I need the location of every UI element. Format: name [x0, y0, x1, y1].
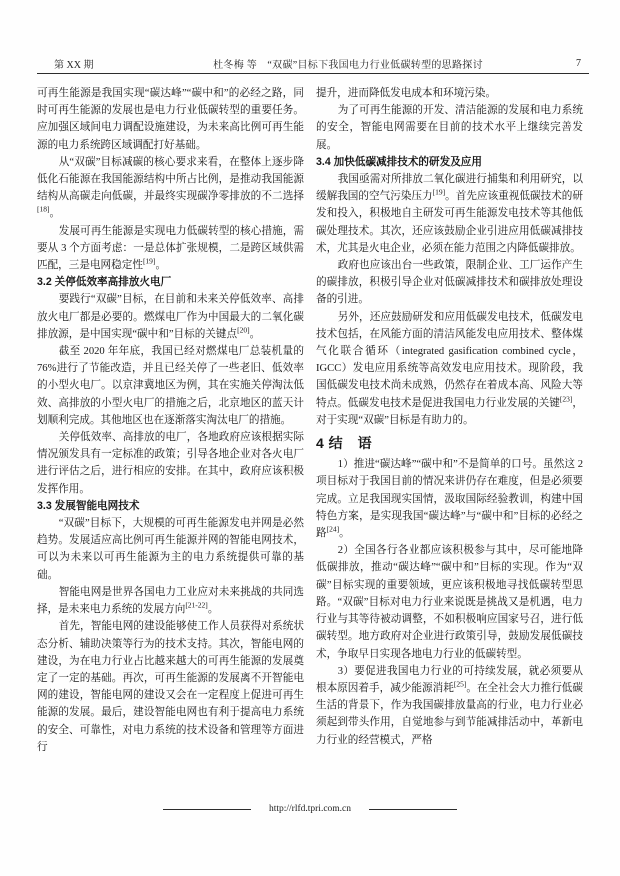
section-heading: 3.2 关停低效率高排放火电厂: [37, 276, 172, 289]
paragraph: 1）推进“碳达峰”“碳中和”不是简单的口号。虽然这 2 项目标对于我国目前的情况来讲仍存在难度，但是必须要完成。立足我国现实国情，汲取国际经验教训，构建中国特色方案，是实现我国“碳达峰”与“碳中和”目标的必经之路[24]。: [316, 459, 583, 540]
paragraph: 我国亟需对所排放二氧化碳进行捕集和利用研究，以缓解我国的空气污染压力[19]。首先应该重视低碳技术的研发和投入，积极地自主研发可再生能源发电技术等其他低碳处理技术。其次，还应该鼓励企业引进应用低碳减排技术，尤其是火电企业，必须在能力范围之内降低碳排放。: [316, 174, 584, 254]
paragraph: 为了可再生能源的开发、清洁能源的发展和电力系统的安全，智能电网需要在目前的技术水平上继续完善发展。: [316, 105, 583, 151]
paragraph: 关停低效率、高排放的电厂，各地政府应该根据实际情况颁发具有一定标准的政策；引导各地企业对各火电厂进行评估之后，进行相应的安排。在其中，政府应该积极发挥作用。: [37, 432, 304, 495]
citation-ref: [25]: [453, 679, 467, 689]
right-column: [316, 85, 583, 749]
citation-ref: [24]: [326, 524, 340, 534]
paragraph: 提升，进而降低发电成本和环境污染。: [316, 88, 497, 99]
footer-rule-right: [369, 809, 457, 810]
page-header: [37, 55, 589, 71]
paragraph: 政府也应该出台一些政策，限制企业、工厂运作产生的碳排放，积极引导企业对低碳减排技术和碳排放处理设备的引进。: [316, 260, 583, 306]
paragraph: “双碳”目标下，大规模的可再生能源发电并网是必然趋势。发展适应高比例可再生能源并网的智能电网技术，可以为未来以可再生能源为主的电力系统提供可靠的基础。: [37, 518, 304, 581]
running-title: 杜冬梅 等 “双碳”目标下我国电力行业低碳转型的思路探讨: [213, 59, 483, 71]
citation-ref: [23]: [559, 394, 573, 404]
paragraph: 3）要促进我国电力行业的可持续发展，就必须要从根本原因着手，减少能源消耗[25]。在全社会大力推行低碳生活的背景下，作为我国碳排放量高的行业，电力行业必须起到带头作用，自觉地参与到节能减排活动中，革新电力行业的经营模式，严格: [316, 665, 584, 746]
paragraph: 首先，智能电网的建设能够使工作人员获得对系统状态分析、辅助决策等行为的技术支持。其次，智能电网的建设，为在电力行业占比越来越大的可再生能源的发展奠定了一定的基础。再次，可再生能源的发展离不开智能电网的建设，智能电网的建设又会在一定程度上促进可再生能源的发展。最后，建设智能电网也有利于提高电力系统的安全、可靠性，对电力系统的技术设备和管理等方面进行: [37, 621, 304, 753]
left-column: [37, 85, 304, 756]
citation-ref: [18]: [37, 204, 50, 214]
citation-ref: [19]: [432, 187, 446, 197]
citation-ref: [19]: [142, 256, 156, 266]
citation-ref: [20]: [237, 325, 250, 335]
paragraph: 另外，还应鼓励研发和应用低碳发电技术，低碳发电技术包括，在风能方面的清洁风能发电应用技术、整体煤气化联合循环（integrated gasification combined cycle，IGCC）发电应用系统等高效发电应用技术。现阶段，我国低碳发电技术尚未成熟，仍然存在着成本高、风险大等特点。低碳发电技术是促进我国电力行业发展的关键[23]，对于实现“双碳”目标是有助力的。: [316, 311, 584, 426]
page-footer: [0, 800, 620, 818]
header-rule: [37, 73, 589, 74]
page-number: 7: [576, 57, 581, 69]
section-heading: 4 结 语: [316, 435, 373, 452]
paragraph: 截至 2020 年年底，我国已经对燃煤电厂总装机量的 76%进行了节能改造，并且已经关停了一些老旧、低效率的小型火电厂。以京津冀地区为例，其在实施关停淘汰低效、高排放的小型火电厂的措施之后，北京地区的蓝天计划顺利完成。其他地区也在逐渐落实淘汰电厂的措施。: [37, 346, 304, 426]
section-heading: 3.3 发展智能电网技术: [37, 499, 140, 512]
paragraph: 可再生能源是我国实现“碳达峰”“碳中和”的必经之路，同时可再生能源的发展也是电力行业低碳转型的重要任务。应加强区域间电力调配设施建设，为未来高比例可再生能源的电力系统跨区域调配打好基础。: [37, 88, 304, 151]
paragraph: 2）全国各行各业都应该积极参与其中，尽可能地降低碳排放，推动“碳达峰”“碳中和”目标的实现。作为“双碳”目标实现的重要领域，更应该积极地寻找低碳转型思路。“双碳”目标对电力行业来说既是挑战又是机遇，电力行业与其等待被动调整，不如积极响应国家号召，进行低碳转型。地方政府对企业进行政策引导，鼓励发展低碳技术，争取早日实现各地电力行业的低碳转型。: [316, 545, 583, 660]
issue-label: 第 XX 期: [54, 59, 94, 71]
paragraph: 要践行“双碳”目标，在目前和未来关停低效率、高排放火电厂都是必要的。燃煤电厂作为中国最大的二氧化碳排放源，是中国实现“碳中和”目标的关键点[20]。: [37, 294, 304, 340]
citation-ref: [21-22]: [185, 600, 208, 610]
section-heading: 3.4 加快低碳减排技术的研发及应用: [316, 155, 482, 168]
paragraph: 发展可再生能源是实现电力低碳转型的核心措施，需要从 3 个方面考虑：一是总体扩张规模，二是跨区域供需匹配，三是电网稳定性[19]。: [37, 225, 304, 272]
paragraph: 从“双碳”目标减碳的核心要求来看，在整体上逐步降低化石能源在我国能源结构中所占比例，是推动我国能源结构从高碳走向低碳，并最终实现碳净零排放的不二选择[18]。: [37, 156, 304, 220]
paragraph: 智能电网是世界各国电力工业应对未来挑战的共同选择，是未来电力系统的发展方向[21-22]。: [37, 586, 304, 616]
footer-rule-left: [163, 809, 251, 810]
journal-url: http://rlfd.tpri.com.cn: [268, 804, 352, 814]
